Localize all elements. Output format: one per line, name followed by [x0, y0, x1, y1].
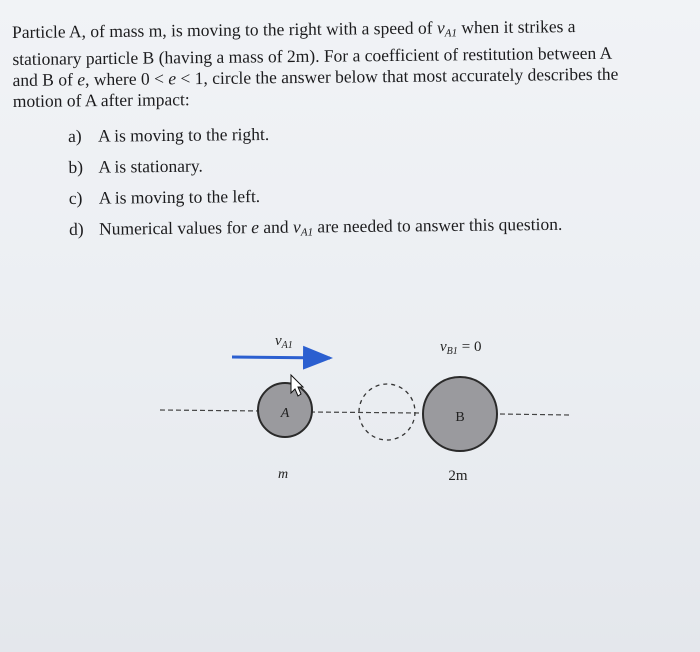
velocity-b1-label: $v_{B1} = 0$: [440, 339, 482, 357]
reference-line-right: [500, 414, 570, 415]
velocity-arrow: [232, 357, 330, 358]
option-c[interactable]: c) A is moving to the left.: [68, 185, 261, 208]
question-line-3: and B of e, where 0 < e < 1, circle the answer below that most accurately describes the: [12, 63, 619, 90]
question-line-4: motion of A after impact:: [12, 89, 190, 111]
mass-b-label: 2m: [448, 468, 468, 484]
reference-line-middle: [310, 412, 420, 413]
option-d[interactable]: d) Numerical values for e and $v_{A1}$ are needed to answer this question.: [68, 213, 563, 239]
ball-a-label: A: [280, 406, 290, 421]
option-a[interactable]: a) A is moving to the right.: [68, 123, 270, 146]
question-line-2: stationary particle B (having a mass of 2m). For a coefficient of restitution between A: [12, 42, 613, 69]
option-b[interactable]: b) A is stationary.: [68, 155, 203, 177]
reference-line-left: [160, 410, 262, 411]
ball-b-label: B: [455, 410, 465, 425]
velocity-a1-label: $v_{A1}$: [275, 333, 293, 351]
mass-a-label: m: [277, 467, 289, 482]
question-line-1: Particle A, of mass m, is moving to the right with a speed of $v_{A1}$ when it strikes a: [12, 16, 576, 42]
